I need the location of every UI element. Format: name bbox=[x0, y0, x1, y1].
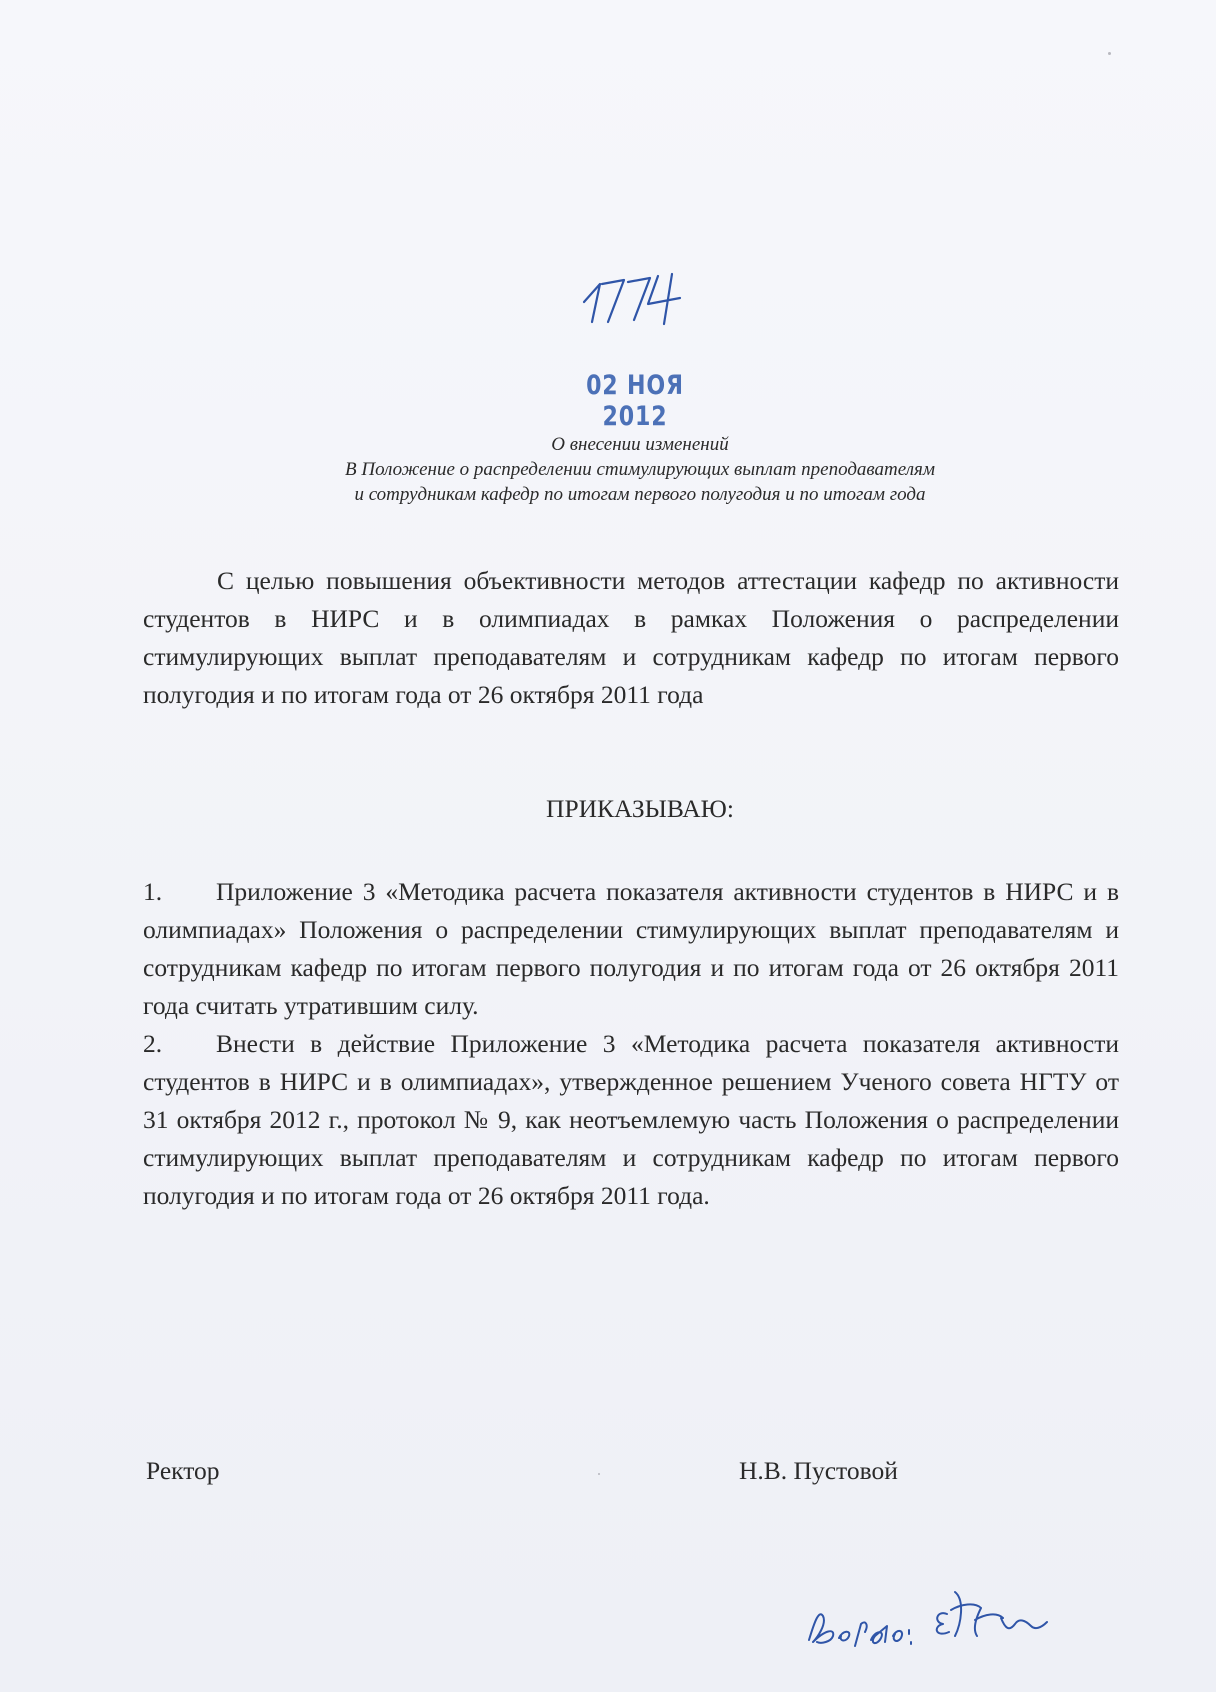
order-item-2 bbox=[143, 1025, 1119, 1215]
header-line-3: и сотрудникам кафедр по итогам первого полугодия и по итогам года bbox=[354, 484, 926, 505]
header-line-1: О внесении изменений bbox=[551, 434, 729, 455]
handwritten-certification-note bbox=[805, 1580, 1075, 1660]
date-stamp: 02 НОЯ 2012 bbox=[586, 370, 684, 432]
intro-paragraph: С целью повышения объективности методов аттестации кафедр по активности студентов в НИРС и в олимпиадах в рамках Положения о распределении стимулирующих выплат преподавателям и сотрудникам кафедр по итогам первого полугодия и по итогам года от 26 октября 2011 года bbox=[143, 566, 1119, 709]
paper-speck bbox=[1108, 52, 1111, 55]
signatory-role: Ректор bbox=[146, 1456, 220, 1485]
item-text: Приложение 3 «Методика расчета показателя активности студентов в НИРС и в олимпиадах» Положения о распределении стимулирующих выплат преподавателям и сотрудникам кафедр по итогам первого полугодия и по итогам года от 26 октября 2011 года считать утратившим силу. bbox=[143, 877, 1119, 1020]
paper-speck bbox=[598, 1473, 600, 1475]
item-text: Внести в действие Приложение 3 «Методика расчета показателя активности студентов в НИРС и в олимпиадах», утвержденное решением Ученого совета НГТУ от 31 октября 2012 г., протокол № 9, как неотъемлемую часть Положения о распределении стимулирующих выплат преподавателям и сотрудникам кафедр по итогам первого полугодия и по итогам года от 26 октября 2011 года. bbox=[143, 1029, 1119, 1210]
handwritten-registration-number bbox=[578, 268, 688, 328]
order-item-1 bbox=[143, 873, 1119, 1025]
header-line-2: В Положение о распределении стимулирующих выплат преподавателям bbox=[345, 459, 935, 480]
item-number: 2. bbox=[143, 1029, 163, 1058]
order-heading: ПРИКАЗЫВАЮ: bbox=[546, 794, 734, 823]
signatory-name: Н.В. Пустовой bbox=[739, 1456, 898, 1485]
document-header bbox=[140, 432, 1140, 507]
order-items bbox=[143, 873, 1119, 1215]
item-number: 1. bbox=[143, 877, 163, 906]
